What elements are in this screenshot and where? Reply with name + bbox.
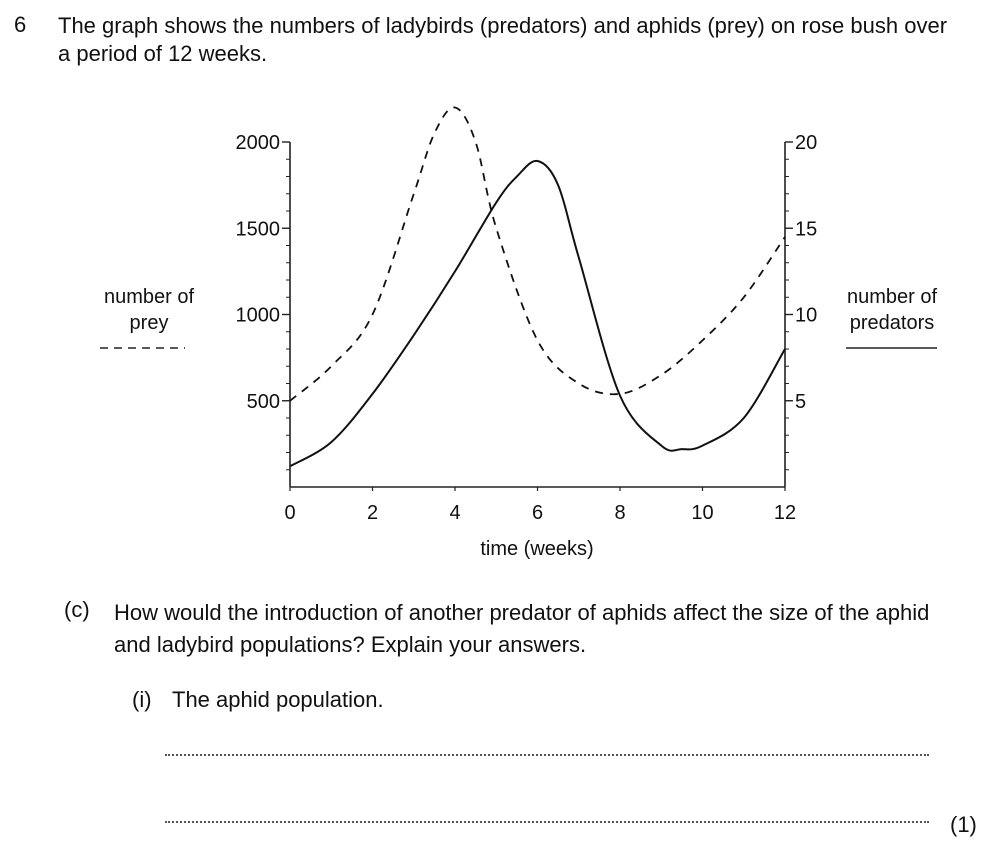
x-tick-label: 4	[449, 502, 461, 524]
left-tick-label: 2000	[235, 132, 280, 154]
x-tick-label: 10	[691, 502, 714, 524]
answer-line-1[interactable]	[165, 754, 929, 756]
left-tick-label: 1500	[235, 218, 280, 241]
predator-series-line	[290, 161, 785, 466]
part-i-label: (i)	[132, 687, 152, 712]
part-c-label: (c)	[64, 597, 90, 622]
part-c-question: How would the introduction of another predator of aphids affect the size of the aphid and ladybird populations? Explain your answers.	[114, 600, 930, 657]
x-tick-label: 12	[773, 502, 797, 524]
right-axis-label-line2: predators	[849, 312, 935, 334]
part-i-question: The aphid population.	[172, 687, 384, 712]
left-tick-label: 500	[246, 390, 280, 413]
answer-line-2[interactable]	[165, 821, 929, 823]
right-tick-label: 20	[795, 132, 818, 154]
right-axis-ticks	[785, 132, 817, 413]
marks-label: (1)	[950, 812, 977, 837]
x-axis-ticks	[284, 487, 796, 524]
right-axis-label-line1: number of	[846, 286, 938, 308]
left-tick-label: 1000	[235, 304, 280, 327]
x-axis-label: time (weeks)	[480, 538, 594, 560]
x-tick-label: 0	[284, 502, 296, 524]
left-axis-ticks	[236, 132, 291, 413]
left-axis-label-line1: number of	[103, 286, 195, 308]
right-tick-label: 10	[795, 304, 818, 327]
question-intro: The graph shows the numbers of ladybirds (predators) and aphids (prey) on rose bush over a period of 12 weeks.	[58, 13, 948, 66]
x-tick-label: 2	[366, 502, 379, 524]
right-tick-label: 5	[795, 390, 807, 413]
left-axis-label-line2: prey	[129, 312, 169, 334]
minor-ticks	[286, 159, 789, 470]
question-number: 6	[14, 12, 27, 37]
right-tick-label: 15	[795, 218, 818, 241]
x-tick-label: 6	[531, 502, 544, 524]
x-tick-label: 8	[614, 502, 626, 524]
prey-series-line	[290, 107, 785, 400]
